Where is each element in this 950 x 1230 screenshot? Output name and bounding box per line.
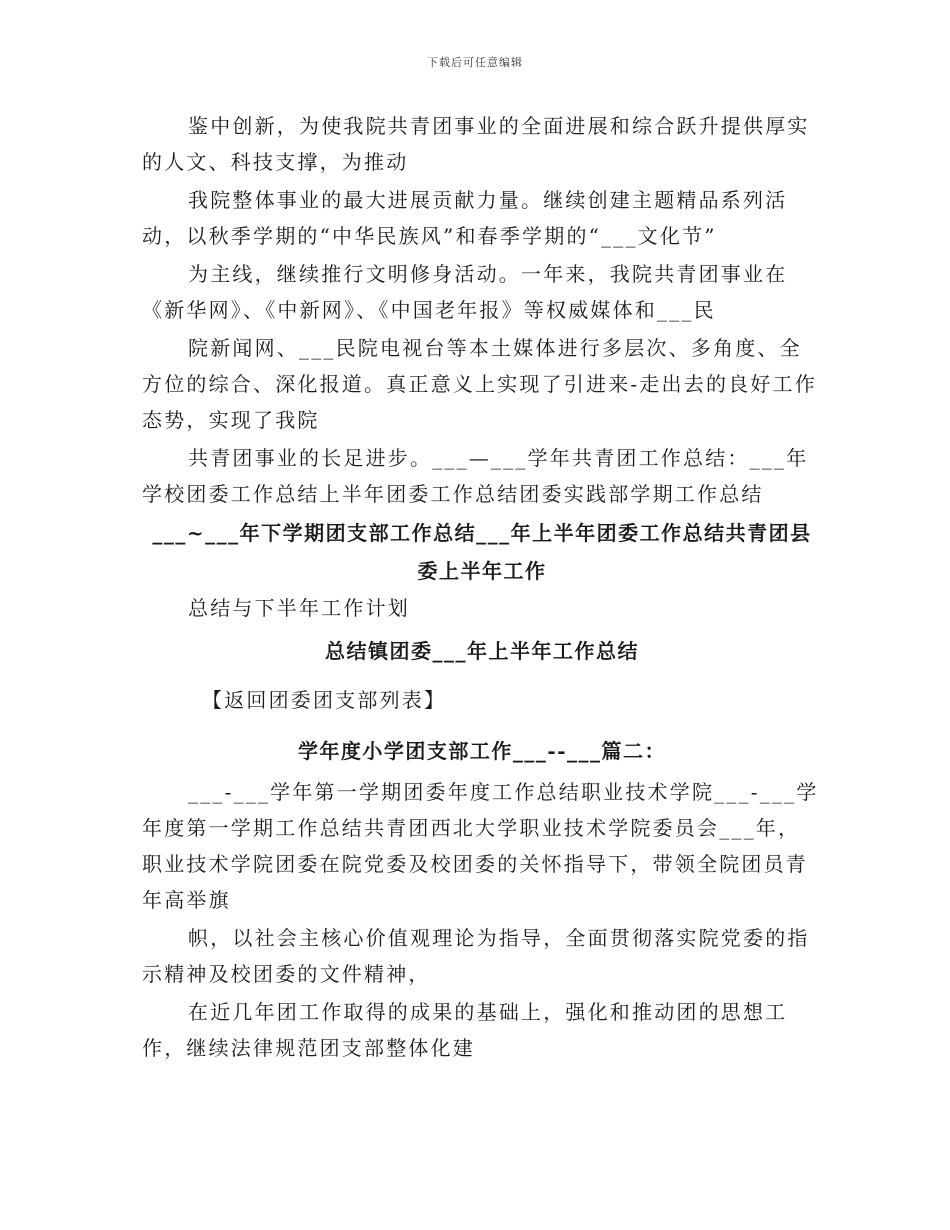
paragraph-3: 为主线，继续推行文明修身活动。一年来，我院共青团事业在《新华网》、《中新网》、《中国老年报》等权威媒体和___民	[142, 262, 788, 322]
document-body	[142, 108, 822, 1068]
paragraph-6: 总结与下半年工作计划	[188, 596, 410, 620]
paragraph-8: ___-___学年第一学期团委年度工作总结职业技术学院___-___学年度第一学期工作总结共青团西北大学职业技术学院委员会___年，职业技术学院团委在院党委及校团委的关怀指导下，带领全院团员青年高举旗	[142, 780, 819, 912]
return-link-text: 【返回团委团支部列表】	[202, 688, 447, 712]
paragraph-4: 院新闻网、___民院电视台等本土媒体进行多层次、多角度、全方位的综合、深化报道。真正意义上实现了引进来-走出去的良好工作态势，实现了我院	[142, 336, 817, 432]
section-heading-1: ___~___年下学期团支部工作总结___年上半年团委工作总结共青团县委上半年工作	[152, 521, 812, 583]
page-header: 下载后可任意编辑	[427, 56, 523, 69]
paragraph-2: 我院整体事业的最大进展贡献力量。继续创建主题精品系列活动，以秋季学期的“中华民族风”和春季学期的“___文化节”	[142, 188, 788, 248]
paragraph-9: 帜，以社会主核心价值观理论为指导，全面贯彻落实院党委的指示精神及校团委的文件精神，	[142, 926, 810, 986]
section-heading-2: 总结镇团委___年上半年工作总结	[325, 639, 639, 663]
paragraph-1: 鉴中创新，为使我院共青团事业的全面进展和综合跃升提供厚实的人文、科技支撑，为推动	[142, 114, 810, 174]
section-heading-3: 学年度小学团支部工作___--___篇二：	[297, 739, 667, 763]
paragraph-10: 在近几年团工作取得的成果的基础上，强化和推动团的思想工作，继续法律规范团支部整体化建	[142, 1000, 788, 1060]
paragraph-5: 共青团事业的长足进步。___—___学年共青团工作总结：___年学校团委工作总结上半年团委工作总结团委实践部学期工作总结	[142, 446, 809, 506]
